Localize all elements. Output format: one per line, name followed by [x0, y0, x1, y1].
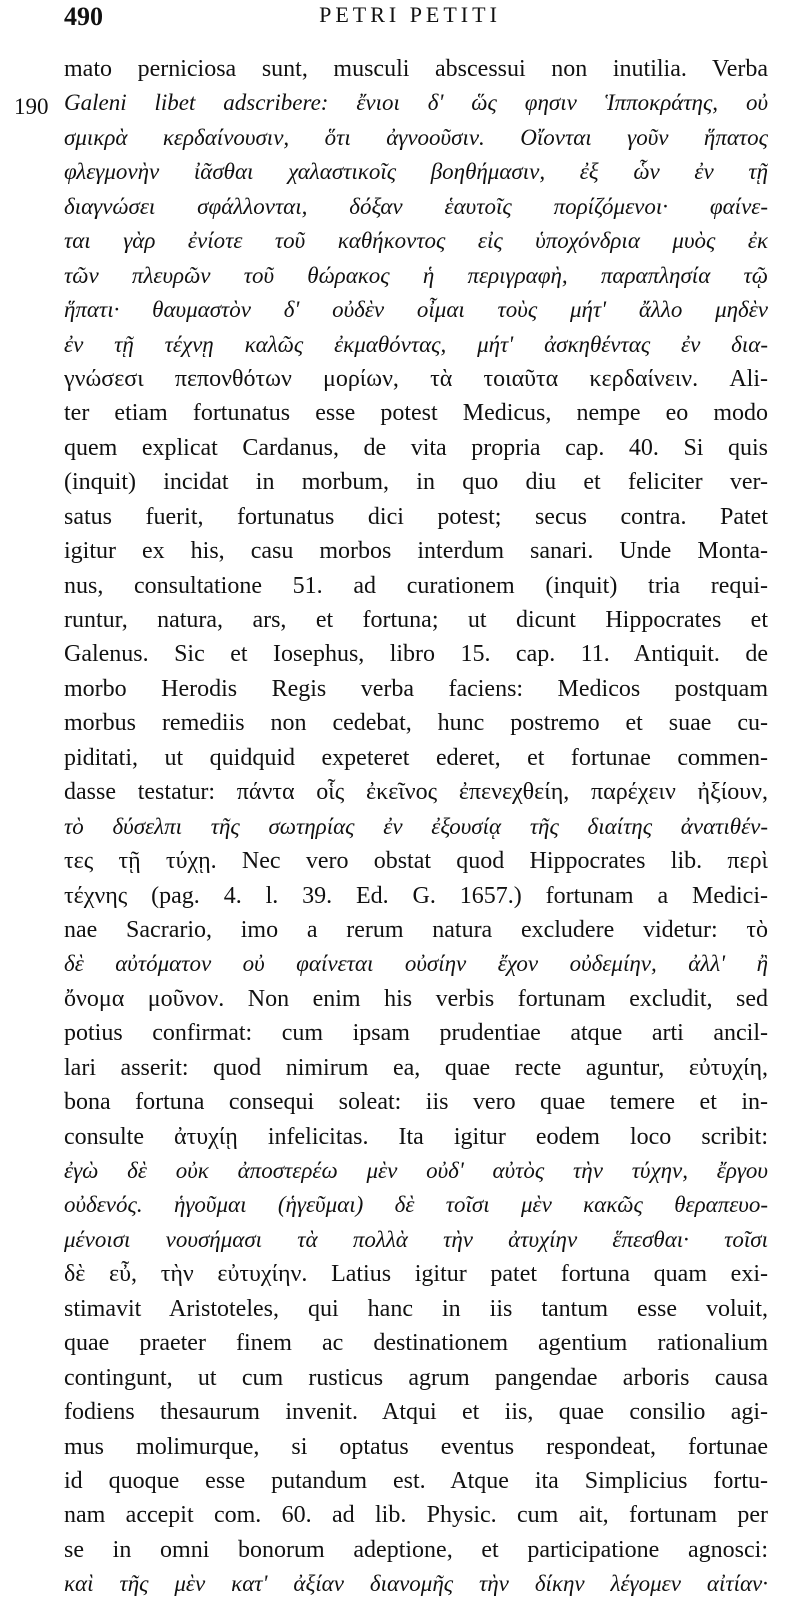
text-body — [64, 52, 768, 1602]
text-line: Galeni libet adscribere: ἔνιοι δ' ὥς φησιν Ἱπποκράτης, οὐ — [64, 90, 768, 116]
text-line: nus, consultatione 51. ad curationem (inquit) tria requi- — [64, 572, 768, 599]
text-line: ἐν τῇ τέχνῃ καλῶς ἐκμαθόντας, μήτ' ἀσκηθέντας ἐν δια- — [64, 331, 768, 357]
text-line: runtur, natura, ars, et fortuna; ut dicunt Hippocrates et — [64, 607, 768, 633]
text-line: se in omni bonorum adeptione, et participatione agnosci: — [64, 1536, 768, 1563]
text-line: γνώσεσι πεπονθότων μορίων, τὰ τοιαῦτα κερδαίνειν. Ali- — [64, 365, 768, 392]
text-line: mus molimurque, si optatus eventus respondeat, fortunae — [64, 1433, 768, 1460]
text-line: bona fortuna consequi soleat: iis vero quae temere et in- — [64, 1089, 768, 1116]
text-line: ὄνομα μοῦνον. Non enim his verbis fortunam excludit, sed — [64, 985, 768, 1012]
text-line: ἥπατι· θαυμαστὸν δ' οὐδὲν οἶμαι τοὺς μήτ' ἄλλο μηδὲν — [64, 297, 768, 323]
text-line: διαγνώσει σφάλλονται, δόξαν ἑαυτοῖς πορίζόμενοι· φαίνε- — [64, 193, 768, 219]
text-line: fodiens thesaurum invenit. Atqui et iis, quae consilio agi- — [64, 1399, 768, 1426]
text-line: ἐγὼ δὲ οὐκ ἀποστερέω μὲν οὐδ' αὐτὸς τὴν τύχην, ἔργου — [64, 1158, 768, 1183]
running-title: PETRI PETITI — [319, 2, 501, 27]
text-line: ter etiam fortunatus esse potest Medicus, nempe eo modo — [64, 400, 768, 427]
text-line: igitur ex his, casu morbos interdum sanari. Unde Monta- — [64, 538, 768, 565]
text-line: τες τῇ τύχῃ. Nec vero obstat quod Hippocrates lib. περὶ — [64, 848, 768, 875]
text-line: piditati, ut quidquid expeteret ederet, et fortunae commen- — [64, 744, 768, 771]
text-line: morbo Herodis Regis verba faciens: Medicos postquam — [64, 675, 768, 702]
text-line: nae Sacrario, imo a rerum natura excludere videtur: τὸ — [64, 916, 768, 943]
text-line: quem explicat Cardanus, de vita propria cap. 40. Si quis — [64, 434, 768, 461]
text-line: potius confirmat: cum ipsam prudentiae atque arti ancil- — [64, 1020, 768, 1047]
text-line: lari asserit: quod nimirum ea, quae recte aguntur, εὐτυχίη, — [64, 1054, 768, 1081]
text-line: τὸ δύσελπι τῆς σωτηρίας ἐν ἐξουσίᾳ τῆς διαίτης ἀνατιθέν- — [64, 813, 768, 839]
text-line: μένοισι νουσήμασι τὰ πολλὰ τὴν ἀτυχίην ἕπεσθαι· τοῖσι — [64, 1226, 768, 1252]
text-line: (inquit) incidat in morbum, in quo diu et feliciter ver- — [64, 469, 768, 496]
text-line: τέχνης (pag. 4. l. 39. Ed. G. 1657.) fortunam a Medici- — [64, 882, 768, 909]
text-line: οὐδενός. ἡγοῦμαι (ἡγεῦμαι) δὲ τοῖσι μὲν κακῶς θεραπευο- — [64, 1192, 768, 1218]
margin-line-number: 190 — [14, 94, 49, 119]
text-line: δὲ εὖ, τὴν εὐτυχίην. Latius igitur patet fortuna quam exi- — [64, 1261, 768, 1288]
text-line: mato perniciosa sunt, musculi abscessui non inutilia. Verba — [64, 56, 768, 82]
text-line: Galenus. Sic et Iosephus, libro 15. cap. 11. Antiquit. de — [64, 641, 768, 668]
text-line: dasse testatur: πάντα οἷς ἐκεῖνος ἐπενεχθείη, παρέχειν ἠξίουν, — [64, 779, 768, 806]
text-line: καὶ τῆς μὲν κατ' ἀξίαν διανομῆς τὴν δίκην λέγομεν αἰτίαν· — [64, 1571, 768, 1597]
text-line: δὲ αὐτόματον οὐ φαίνεται οὐσίην ἔχον οὐδεμίην, ἀλλ' ἢ — [64, 951, 768, 977]
page-number: 490 — [64, 2, 103, 31]
text-line: φλεγμονὴν ἰᾶσθαι χαλαστικοῖς βοηθήμασιν, ἐξ ὧν ἐν τῇ — [64, 159, 768, 185]
page-header — [0, 0, 800, 40]
text-line: nam accepit com. 60. ad lib. Physic. cum ait, fortunam per — [64, 1502, 768, 1529]
text-line: τῶν πλευρῶν τοῦ θώρακος ἡ περιγραφὴ, παραπλησία τῷ — [64, 262, 768, 288]
text-line: contingunt, ut cum rusticus agrum pangendae arboris causa — [64, 1364, 768, 1391]
text-line: morbus remediis non cedebat, hunc postremo et suae cu- — [64, 710, 768, 737]
text-line: consulte ἀτυχίῃ infelicitas. Ita igitur eodem loco scribit: — [64, 1123, 768, 1150]
text-line: id quoque esse putandum est. Atque ita Simplicius fortu- — [64, 1467, 768, 1494]
text-line: ται γὰρ ἐνίοτε τοῦ καθήκοντος εἰς ὑποχόνδρια μυὸς ἐκ — [64, 228, 768, 254]
text-line: stimavit Aristoteles, qui hanc in iis tantum esse voluit, — [64, 1295, 768, 1322]
text-line: satus fuerit, fortunatus dici potest; secus contra. Patet — [64, 503, 768, 530]
text-line: quae praeter finem ac destinationem agentium rationalium — [64, 1330, 768, 1357]
text-line: σμικρὰ κερδαίνουσιν, ὅτι ἀγνοοῦσιν. Οἴονται γοῦν ἥπατος — [64, 124, 768, 150]
